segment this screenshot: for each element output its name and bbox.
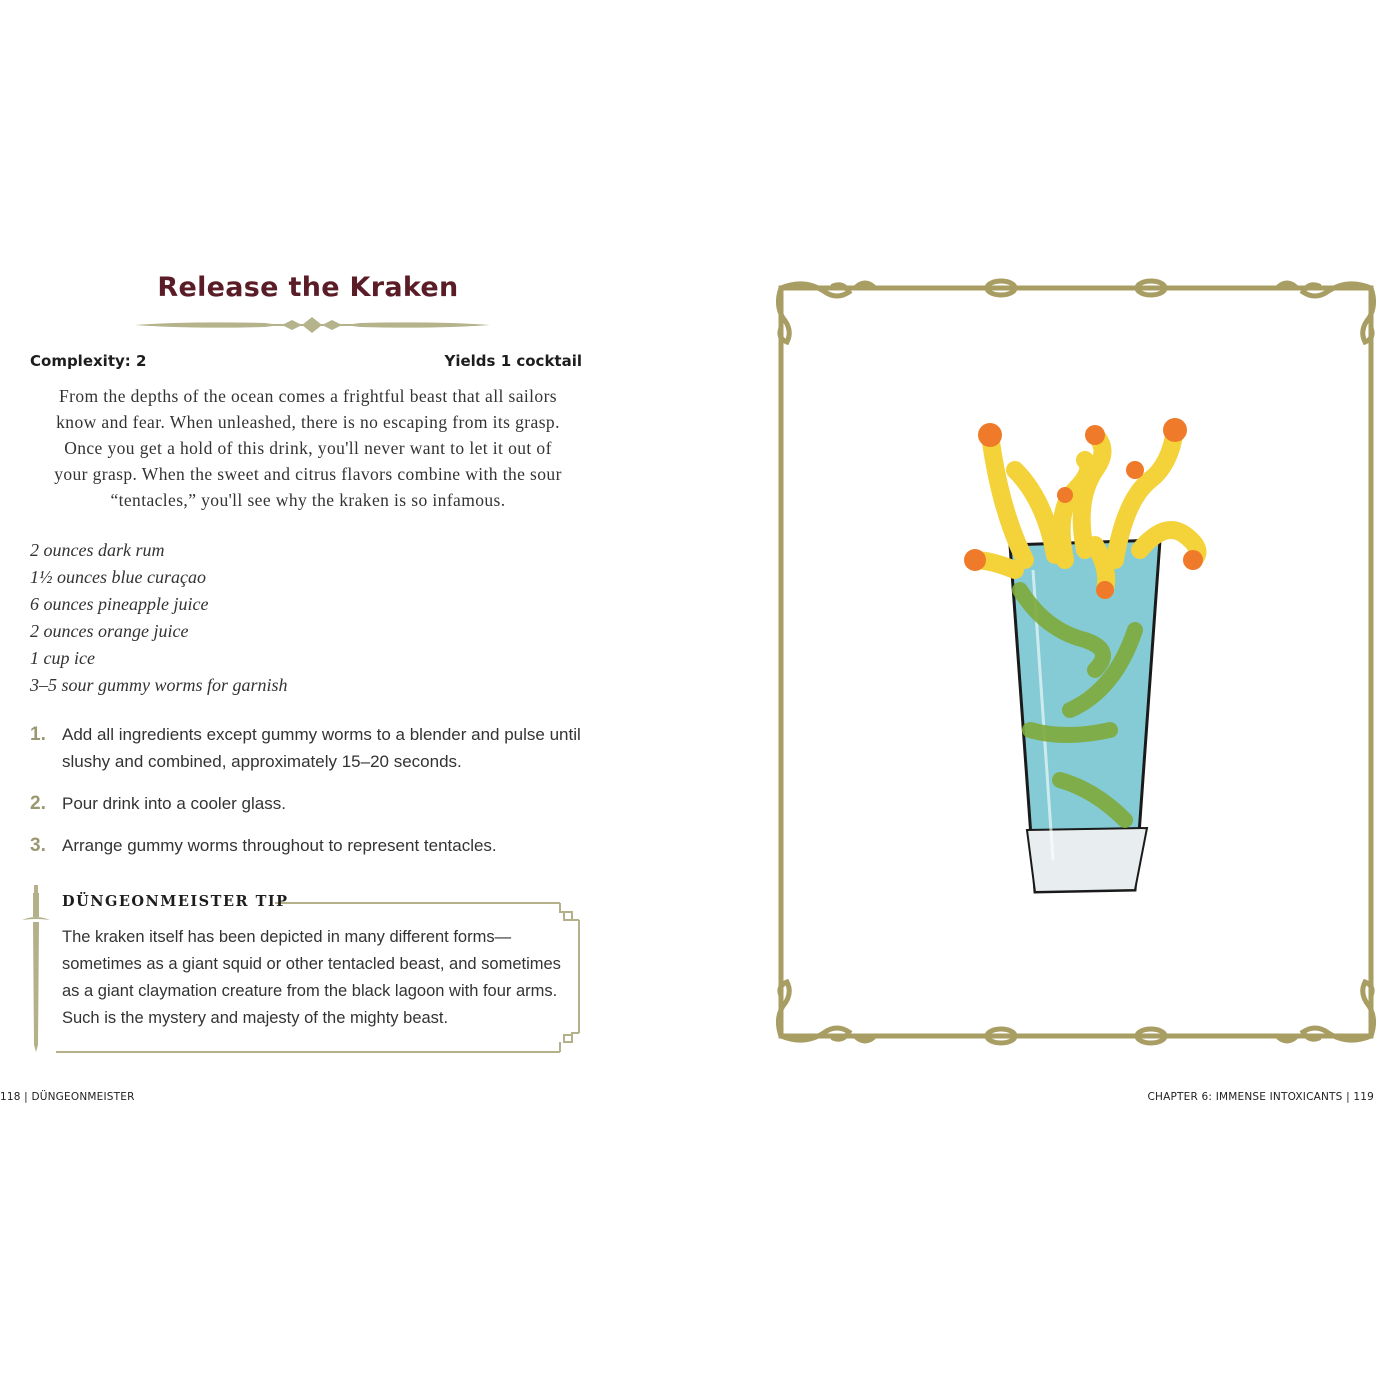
tip-line: sometimes as a giant squid or other tentacled beast, and sometimes xyxy=(62,955,561,973)
tip-body xyxy=(62,924,561,1032)
ingredient-item: 2 ounces dark rum xyxy=(30,540,165,560)
illustration-frame xyxy=(765,270,1382,1055)
step-text: Add all ingredients except gummy worms to a blender and pulse until xyxy=(62,725,581,744)
ingredient-item: 6 ounces pineapple juice xyxy=(30,594,209,614)
step-text: Arrange gummy worms throughout to represent tentacles. xyxy=(62,836,497,855)
step-text: slushy and combined, approximately 15–20 seconds. xyxy=(62,752,462,771)
step-2 xyxy=(30,790,286,817)
ingredient-item: 1½ ounces blue curaçao xyxy=(30,567,206,587)
tip-line: The kraken itself has been depicted in many different forms— xyxy=(62,928,512,946)
kraken-cocktail-illustration xyxy=(964,418,1203,892)
step-number: 3. xyxy=(30,835,46,856)
intro-line: your grasp. When the sweet and citrus flavors combine with the sour xyxy=(54,464,562,484)
intro-line: Once you get a hold of this drink, you'll never want to let it out of xyxy=(64,438,552,458)
yields-label: Yields 1 cocktail xyxy=(444,352,582,370)
sword-icon xyxy=(22,885,50,1052)
recipe-intro xyxy=(20,383,596,513)
intro-line: “tentacles,” you'll see why the kraken is so infamous. xyxy=(110,490,506,510)
step-number: 2. xyxy=(30,793,46,814)
complexity-label: Complexity: 2 xyxy=(30,352,147,370)
intro-line: From the depths of the ocean comes a frightful beast that all sailors xyxy=(58,386,558,406)
ingredients-list xyxy=(30,537,288,699)
step-3 xyxy=(30,832,497,859)
tip-line: as a giant claymation creature from the black lagoon with four arms. xyxy=(62,982,558,1000)
title-divider-ornament xyxy=(130,315,495,335)
footer-left: 118 | DÜNGEONMEISTER xyxy=(0,1091,135,1103)
step-text: Pour drink into a cooler glass. xyxy=(62,794,286,813)
recipe-title: Release the Kraken xyxy=(157,272,459,303)
step-1 xyxy=(30,721,581,775)
ingredient-item: 3–5 sour gummy worms for garnish xyxy=(30,675,288,695)
tip-heading: DÜNGEONMEISTER TIP xyxy=(62,893,289,910)
ingredient-item: 1 cup ice xyxy=(30,648,95,668)
tip-line: Such is the mystery and majesty of the mighty beast. xyxy=(62,1009,449,1027)
ingredient-item: 2 ounces orange juice xyxy=(30,621,189,641)
intro-line: know and fear. When unleashed, there is no escaping from its grasp. xyxy=(56,412,560,432)
footer-right: CHAPTER 6: IMMENSE INTOXICANTS | 119 xyxy=(1147,1091,1374,1103)
step-number: 1. xyxy=(30,724,46,745)
